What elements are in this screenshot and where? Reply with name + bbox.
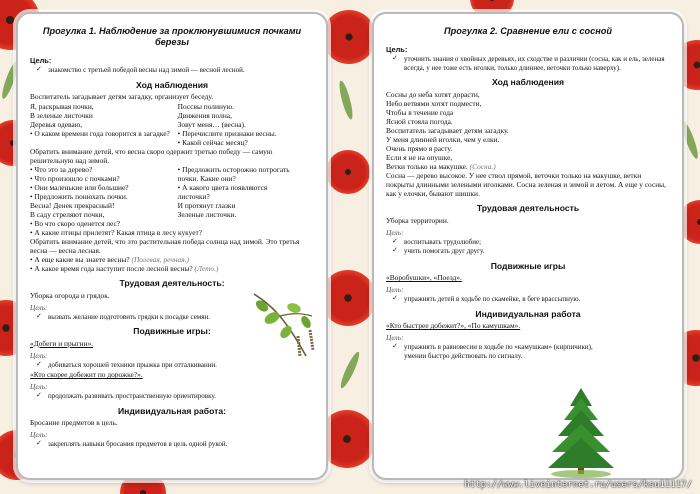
goal-label: Цель: (30, 302, 48, 312)
spruce-tree-illustration (546, 386, 616, 478)
goal-item: ✓ знакомство с третьей победой весны над зимой — весной лесной. (30, 66, 314, 75)
individual-text: Бросание предметов в цель. (30, 418, 118, 428)
labor-text: Уборка территории. (386, 215, 449, 225)
page-title: Прогулка 2. Сравнение ели с сосной (444, 26, 612, 36)
game-name: «Воробушки», «Поезд». (386, 273, 462, 283)
question-text: • А какие птицы прилетят? Какая птица в лесу кукует? (30, 227, 203, 237)
goal-label: Цель: (386, 45, 408, 55)
attention-text: Обратить внимание детей, что это растительная победа солнца над зимой. Это третья весна — весна лесная. (30, 236, 300, 256)
goal-item: ✓ вызвать желание подготовить грядки к посадке семян. (30, 313, 314, 322)
game-name: «Добеги и прыгни». (30, 338, 94, 348)
description-text: Сосна — дерево высокое. У нее ствол прямой, веточки только на макушке, ветки покрыты длинными зелеными иголками. Сосна зеленая и зимой и летом. А еще у сосны, как у елочки, бывают шишки. (386, 171, 666, 199)
goal-item: ✓ воспитывать трудолюбие; (386, 238, 670, 247)
leaf-shape (337, 80, 355, 121)
poem-line: Воспитатель загадывает детям загадку. (386, 125, 509, 135)
question-row: • О каком времени года говорится в загадке? • Перечислите признаки весны. • Какой сейчас месяц? (30, 128, 277, 147)
question-text: • А какое время года наступит после лесной весны? (Лето.) (30, 264, 219, 274)
section-heading-observation: Ход наблюдения (135, 80, 209, 90)
poppy-flower (326, 150, 370, 194)
poppy-flower (322, 10, 376, 64)
question-row: • Предложить понюхать почки. листочки? (30, 191, 210, 201)
goal-item: ✓ продолжать развивать пространственную ориентировку. (30, 392, 314, 401)
right-page-card (372, 12, 684, 480)
individual-text: «Кто быстрее добежит?», «По камушкам». (386, 321, 521, 331)
leaf-shape (338, 350, 362, 390)
attention-text: Обратить внимание детей, что весна скоро одержит третью победу — самую решительную над зимой. (30, 146, 273, 165)
section-heading-labor: Трудовая деятельность: (119, 278, 225, 289)
question-row: В саду стреляют почки, Зеленые листочки. (30, 209, 237, 219)
question-row: • Что это за дерево? • Предложить осторожно потрогать (30, 164, 290, 174)
section-heading-games: Подвижные игры: (133, 326, 211, 337)
goal-item: ✓ уточнить знания о хвойных деревьях, их сходстве и различии (сосна, как и ель, зеленая всегда, у нее тоже есть иголки, только длиннее, веточки только наверху). (386, 55, 670, 72)
poem-line: Чтобы в течение года (386, 107, 454, 117)
birch-branch-illustration (250, 286, 320, 364)
question-text: • А еще какие вы знаете весны? (Полевая, речная.) (30, 255, 189, 265)
section-heading-observation: Ход наблюдения (491, 77, 565, 88)
goal-item: ✓ добиваться хорошей техники прыжка при отталкивании. (30, 361, 314, 370)
section-heading-games: Подвижные игры (490, 260, 566, 271)
poem-line: Сосны до неба хотят дорасти, (386, 89, 480, 99)
riddle-row: В зеленые листочки Движения полна, (30, 110, 232, 120)
poppy-flower (320, 270, 376, 326)
game-name: «Кто скорее добежит по дорожке?». (30, 370, 143, 380)
section-heading-labor: Трудовая деятельность (476, 203, 580, 214)
goal-item: ✓ закреплять навыки бросания предметов в цель одной рукой. (30, 440, 314, 449)
riddle-row: Я, раскрывая почки, Поссвы полиную. (30, 101, 234, 111)
goal-label: Цель: (30, 430, 48, 440)
goal-item: ✓ учить помогать друг другу. (386, 247, 670, 256)
section-heading-individual: Индивидуальная работа: (117, 405, 226, 416)
goal-item: ✓ упражнять детей в ходьбе по скамейке, в беге врассыпную. (386, 295, 670, 304)
watermark-url: http://www.liveinternet.ru/users/ksu11117/ (464, 480, 692, 490)
section-heading-individual: Индивидуальная работа (475, 308, 581, 319)
page-title: Прогулка 1. Наблюдение за проклюнувшимися почками березы (42, 26, 302, 48)
goal-label: Цель: (386, 227, 404, 237)
goal-label: Цель: (30, 382, 48, 392)
poem-line: Очень прямо я расту. (386, 143, 453, 153)
intro-text: Воспитатель загадывает детям загадку, организует беседу. (30, 92, 214, 102)
goal-label: Цель: (386, 285, 404, 295)
goal-label: Цель: (386, 333, 404, 343)
poem-line: Небо ветвями хотят подмести, (386, 98, 482, 108)
poem-line: Ясной стояла погода. (386, 116, 453, 126)
question-text: • Во что скоро оденется лес? (30, 218, 121, 228)
poem-line: У меня длинней иголки, чем у елки. (386, 134, 500, 144)
labor-text: Уборка огорода и грядок. (30, 290, 110, 300)
goal-label: Цель: (30, 350, 48, 360)
goal-label: Цель: (30, 56, 52, 66)
goal-item: ✓ упражнять в равновесии в ходьбе по «камушкам» (кирпичики), умении быстро действовать по сигналу. (386, 343, 670, 360)
left-page-card (16, 12, 328, 480)
poem-line: Ветки только на макушке. (Сосна.) (386, 162, 496, 172)
poem-line: Если я не на опушке, (386, 153, 453, 163)
riddle-row: Деревья одеваю, Зовут меня… (весна). (30, 119, 246, 129)
question-row: Весна! Денек прекрасный! И протянут глазки (30, 200, 236, 210)
question-row: • Они маленькие или большие? • А какого цвета появляются (30, 182, 268, 192)
question-row: • Что произошло с почками? почки. Какие они? (30, 173, 236, 183)
